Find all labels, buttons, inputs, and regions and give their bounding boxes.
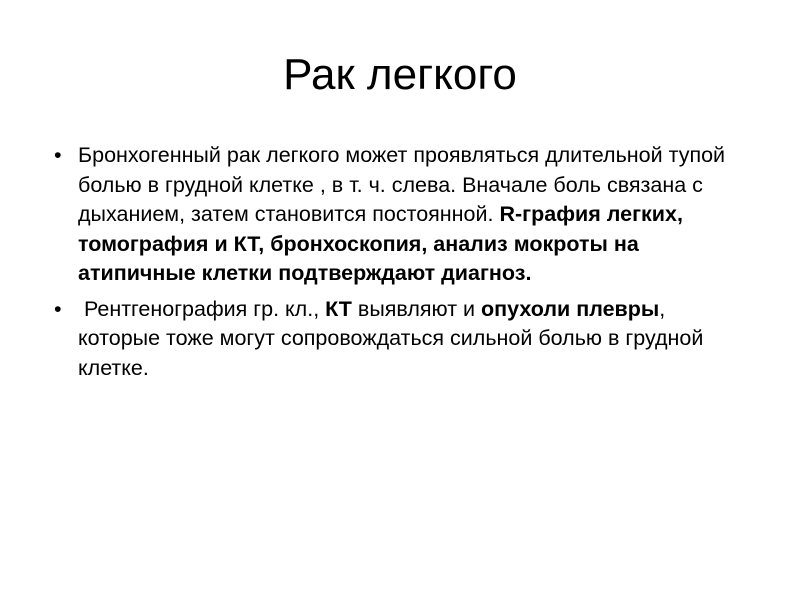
bullet-list — [50, 141, 750, 389]
bullet-text-run: Рентгенография гр. кл., — [78, 296, 326, 321]
bullet-text-run: выявляют и — [351, 296, 482, 321]
bullet-item — [50, 141, 750, 289]
bullet-marker: • — [54, 296, 62, 321]
bullet-marker: • — [54, 143, 62, 167]
slide-title: Рак легкого — [283, 50, 517, 99]
bullet-text-run-bold: опухоли плевры — [481, 296, 660, 321]
bullet-text-run-bold: R-графия легких, томография и КТ, бронхоскопия, анализ мокроты на атипичные клетки подтверждают диагноз. — [78, 202, 683, 285]
bullet-text-run-bold: КТ — [325, 296, 352, 321]
bullet-text-run: Бронхогенный рак легкого может проявляться длительной тупой болью в грудной клетке , в т. ч. слева. Вначале боль связана с дыханием, затем становится постоянной. — [78, 143, 726, 226]
bullet-item — [50, 295, 750, 384]
bullet-text-run: , которые тоже могут сопровождаться сильной болью в грудной клетке. — [78, 296, 704, 380]
